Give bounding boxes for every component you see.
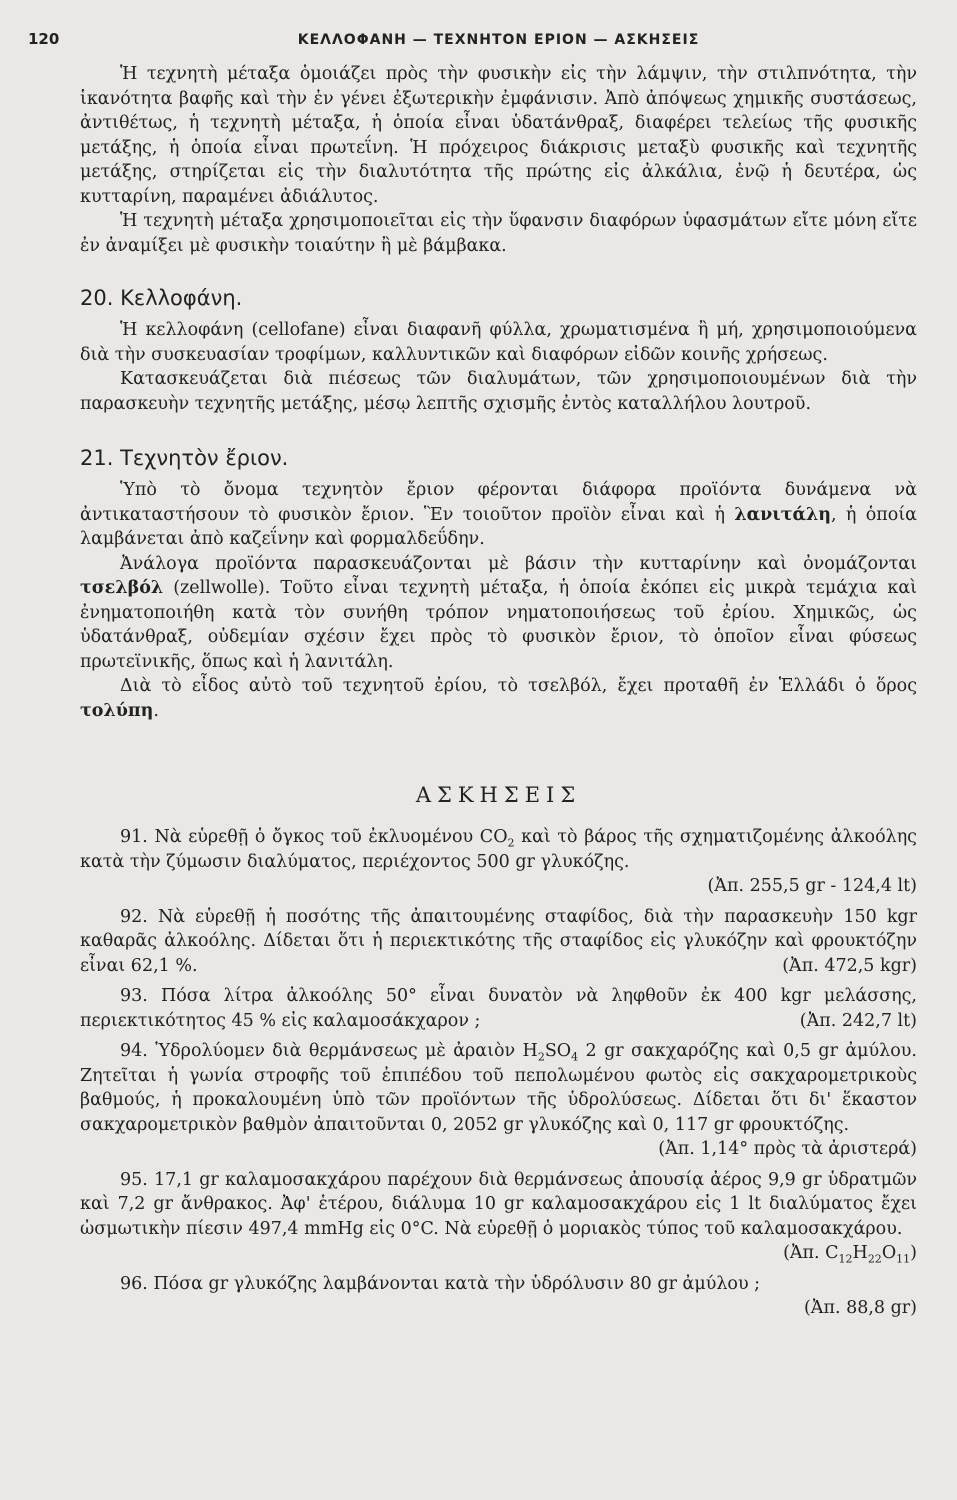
section-21-paragraph-2: Ἀνάλογα προϊόντα παρασκευάζονται μὲ βάσιν τὴν κυτταρίνην καὶ ὀνομάζονται τσελβόλ (zellwolle). Τοῦτο εἶναι τεχνητὴ μέταξα, ἡ ὁποία ἐκόπει εἰς μικρὰ τεμάχια καὶ ἐνηματοποιήθη κατὰ τὸν συνήθη τρόπον νηματοποιήσεως τοῦ ἐρίου. Χημικῶς, ὡς ὑδατάνθραξ, οὐδεμίαν σχέσιν ἔχει πρὸς τὸ φυσικὸν ἔριον, τὸ ὁποῖον εἶναι φύσεως πρωτεϊνικῆς, ὅπως καὶ ἡ λανιτάλη. [80, 553, 917, 672]
term-lanitali: λανιτάλη [734, 504, 831, 525]
exercise-92: 92. Νὰ εὑρεθῇ ἡ ποσότης τῆς ἀπαιτουμένης σταφίδος, διὰ τὴν παρασκευὴν 150 kgr καθαρᾶς ἀλκοόλης. Δίδεται ὅτι ἡ περιεκτικότης τῆς σταφίδος εἰς γλυκόζην καὶ φρουκτόζην εἶναι 62,1 %. (Ἀπ. 472,5 kgr) [80, 905, 917, 979]
section-21-paragraph-1: Ὑπὸ τὸ ὄνομα τεχνητὸν ἔριον φέρονται διάφορα προϊόντα δυνάμενα νὰ ἀντικαταστήσουν τὸ φυσικὸν ἔριον. Ἓν τοιοῦτον προϊὸν εἶναι καὶ ἡ λανιτάλη, ἡ ὁποία λαμβάνεται ἀπὸ καζεΐνην καὶ φορμαλδεΰδην. [80, 480, 917, 549]
exercise-91: 91. Νὰ εὑρεθῇ ὁ ὄγκος τοῦ ἐκλυομένου $CO_2$ καὶ τὸ βάρος τῆς σχηματιζομένης ἀλκοόλης κατὰ τὴν ζύμωσιν διαλύματος, περιέχοντος 500 gr γλυκόζης. (Ἀπ. 255,5 gr - 124,4 lt) [80, 825, 917, 899]
exercise-91-answer: (Ἀπ. 255,5 gr - 124,4 lt) [707, 876, 917, 896]
section-20-heading: 20. Κελλοφάνη. [80, 286, 243, 310]
exercise-95: 95. 17,1 gr καλαμοσακχάρου παρέχουν διὰ θερμάνσεως ἀπουσίᾳ ἀέρος 9,9 gr ὑδρατμῶν καὶ 7,2 gr ἄνθρακος. Ἀφ' ἑτέρου, διάλυμα 10 gr καλαμοσακχάρου εἰς 1 lt διαλύματος ἔχει ὠσμωτικὴν πίεσιν 497,4 mmHg εἰς 0°C. Νὰ εὑρεθῇ ὁ μοριακὸς τύπος τοῦ καλαμοσακχάρου. (Ἀπ. $C_{12}H_{22}O_{11}$) [80, 1169, 917, 1266]
section-20-paragraph-2: Κατασκευάζεται διὰ πιέσεως τῶν διαλυμάτων, τῶν χρησιμοποιουμένων διὰ τὴν παρασκευὴν τεχνητῆς μετάξης, μέσῳ λεπτῆς σχισμῆς ἐντὸς καταλλήλου λουτροῦ. [80, 369, 917, 414]
section-21-heading: 21. Τεχνητὸν ἔριον. [80, 446, 289, 470]
term-tolypi: τολύπη [80, 700, 154, 721]
running-head: ΚΕΛΛΟΦΑΝΗ — ΤΕΧΝΗΤΟΝ ΕΡΙΟΝ — ΑΣΚΗΣΕΙΣ [297, 32, 700, 48]
exercise-96: 96. Πόσα gr γλυκόζης λαμβάνονται κατὰ τὴν ὑδρόλυσιν 80 gr ἀμύλου ; (Ἀπ. 88,8 gr) [80, 1272, 917, 1321]
intro-paragraph-2: Ἡ τεχνητὴ μέταξα χρησιμοποιεῖται εἰς τὴν ὕφανσιν διαφόρων ὑφασμάτων εἴτε μόνη εἴτε ἐν ἀναμίξει μὲ φυσικὴν τοιαύτην ἢ μὲ βάμβακα. [80, 211, 917, 256]
intro-paragraph-1: Ἡ τεχνητὴ μέταξα ὁμοιάζει πρὸς τὴν φυσικὴν εἰς τὴν λάμψιν, τὴν στιλπνότητα, τὴν ἱκανότητα βαφῆς καὶ τὴν ἐν γένει ἐξωτερικὴν ἐμφάνισιν. Ἀπὸ ἀπόψεως χημικῆς συστάσεως, ἀντιθέτως, ἡ τεχνητὴ μέταξα, ἡ ὁποία εἶναι ὑδατάνθραξ, διαφέρει τελείως τῆς φυσικῆς μετάξης, ἡ ὁποία εἶναι πρωτεΐνη. Ἡ πρόχειρος διάκρισις μεταξὺ φυσικῆς καὶ τεχνητῆς μετάξης, στηρίζεται εἰς τὴν διαλυτότητα τῆς πρώτης εἰς ἀλκάλια, ἐνῷ ἡ δευτέρα, ὡς κυτταρίνη, παραμένει ἀδιάλυτος. [80, 64, 917, 207]
term-tselvol: τσελβόλ [80, 578, 164, 598]
exercise-96-answer: (Ἀπ. 88,8 gr) [803, 1298, 917, 1318]
exercise-94-answer: (Ἀπ. 1,14° πρὸς τὰ ἀριστερά) [658, 1139, 917, 1159]
exercise-93-answer: (Ἀπ. 242,7 lt) [799, 1010, 917, 1031]
section-20-paragraph-1: Ἡ κελλοφάνη (cellofane) εἶναι διαφανῆ φύλλα, χρωματισμένα ἢ μή, χρησιμοποιούμενα διὰ τὴν συσκευασίαν τροφίμων, καλλυντικῶν καὶ διαφόρων εἰδῶν κοινῆς χρήσεως. [80, 320, 917, 365]
exercises-title: ΑΣΚΗΣΕΙΣ [415, 783, 582, 807]
exercise-92-answer: (Ἀπ. 472,5 kgr) [782, 955, 917, 976]
page-header: 120 ΚΕΛΛΟΦΑΝΗ — ΤΕΧΝΗΤΟΝ ΕΡΙΟΝ — ΑΣΚΗΣΕΙΣ [80, 30, 917, 54]
exercise-93: 93. Πόσα λίτρα ἀλκοόλης 50° εἶναι δυνατὸν νὰ ληφθοῦν ἐκ 400 kgr μελάσσης, περιεκτικότητος 45 % εἰς καλαμοσάκχαρον ; (Ἀπ. 242,7 lt) [80, 984, 917, 1033]
exercise-95-answer: (Ἀπ. $C_{12}H_{22}O_{11}$) [783, 1243, 917, 1266]
section-21-paragraph-3: Διὰ τὸ εἶδος αὐτὸ τοῦ τεχνητοῦ ἐρίου, τὸ τσελβόλ, ἔχει προταθῆ ἐν Ἑλλάδι ὁ ὅρος τολύπη. [80, 676, 917, 721]
exercise-94: 94. Ὑδρολύομεν διὰ θερμάνσεως μὲ ἀραιὸν $H_2SO_4$ 2 gr σακχαρόζης καὶ 0,5 gr ἀμύλου. Ζητεῖται ἡ γωνία στροφῆς τοῦ ἐπιπέδου τοῦ πεπολωμένου φωτὸς εἰς σακχαρομετρικοὺς βαθμούς, ἡ προκαλουμένη ὑπὸ τῶν προϊόντων τῆς ὑδρολύσεως. Δίδεται ὅτι δι' ἕκαστον σακχαρομετρικὸν βαθμὸν ἀπαιτοῦνται 0, 2052 gr γλυκόζης καὶ 0, 117 gr φρουκτόζης. (Ἀπ. 1,14° πρὸς τὰ ἀριστερά) [80, 1039, 917, 1162]
